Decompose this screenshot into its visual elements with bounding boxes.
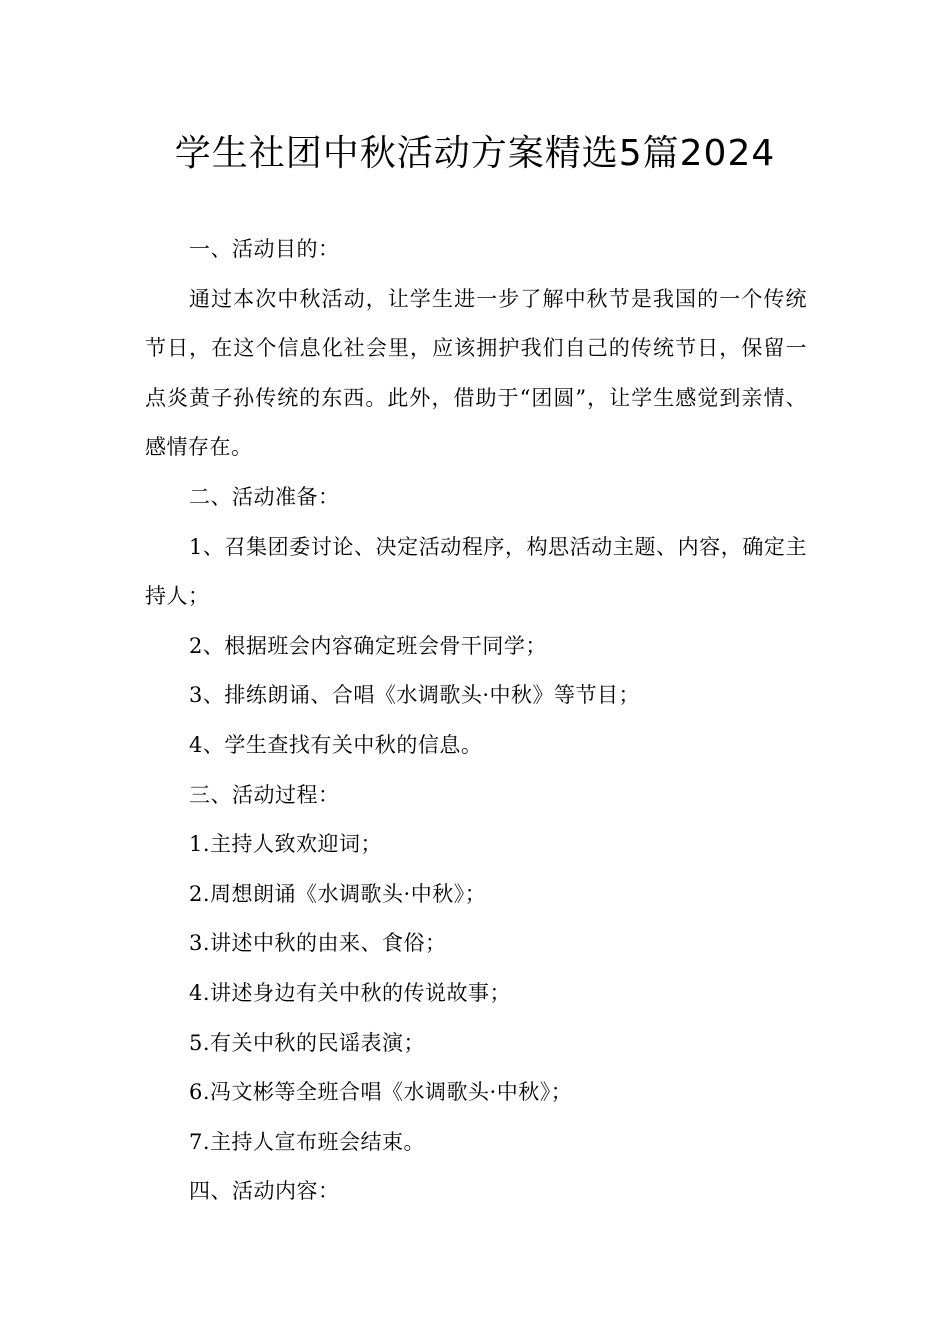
list-item: 6.冯文彬等全班合唱《水调歌头·中秋》； bbox=[189, 1080, 573, 1105]
document-title: 学生社团中秋活动方案精选5篇2024 bbox=[174, 133, 776, 174]
section-heading-content: 四、活动内容： bbox=[189, 1179, 340, 1204]
list-item: 1、召集团委讨论、决定活动程序，构思活动主题、内容，确定主持人； bbox=[145, 534, 807, 609]
section-heading-preparation: 二、活动准备： bbox=[189, 484, 340, 509]
list-item: 3.讲述中秋的由来、食俗； bbox=[189, 931, 447, 956]
list-item: 7.主持人宣布班会结束。 bbox=[189, 1129, 426, 1154]
document-body bbox=[145, 225, 807, 1217]
list-item: 4.讲述身边有关中秋的传说故事； bbox=[189, 980, 512, 1005]
paragraph-purpose: 通过本次中秋活动，让学生进一步了解中秋节是我国的一个传统节日，在这个信息化社会里，应该拥护我们自己的传统节日，保留一点炎黄子孙传统的东西。此外，借助于“团圆”，让学生感觉到亲情、感情存在。 bbox=[145, 286, 807, 460]
list-item: 2.周想朗诵《水调歌头·中秋》； bbox=[189, 881, 487, 906]
section-heading-process: 三、活动过程： bbox=[189, 782, 340, 807]
list-item: 4、学生查找有关中秋的信息。 bbox=[189, 732, 483, 757]
list-item: 1.主持人致欢迎词； bbox=[189, 832, 383, 857]
list-item: 3、排练朗诵、合唱《水调歌头·中秋》等节目； bbox=[189, 683, 641, 708]
list-item: 2、根据班会内容确定班会骨干同学； bbox=[189, 633, 547, 658]
list-item: 5.有关中秋的民谣表演； bbox=[189, 1030, 426, 1055]
section-heading-purpose: 一、活动目的： bbox=[189, 237, 340, 261]
